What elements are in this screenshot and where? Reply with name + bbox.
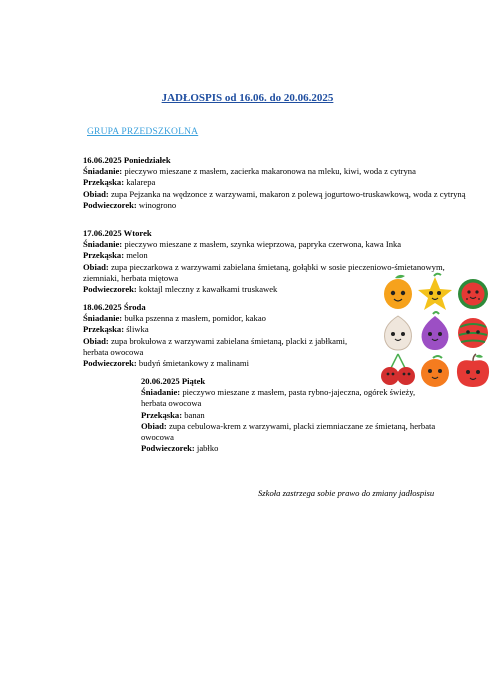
day-monday (83, 155, 473, 211)
lunch-line (83, 336, 373, 358)
snack-label: Przekąska: (141, 409, 183, 420)
orange-icon (421, 356, 449, 387)
snack-line (83, 324, 373, 335)
snack-label: Przekąska: (83, 250, 125, 261)
afternoon-label: Podwieczorek: (141, 443, 195, 454)
breakfast-label: Śniadanie: (83, 313, 123, 324)
apple-icon (457, 354, 489, 387)
lunch-label: Obiad: (83, 188, 109, 199)
afternoon-label: Podwieczorek: (83, 284, 137, 295)
snack-text: śliwka (124, 324, 149, 335)
afternoon-text: winogrono (136, 199, 177, 210)
day-header: 17.06.2025 Wtorek (83, 228, 152, 238)
afternoon-line (83, 200, 473, 211)
snack-text: kalarepa (124, 177, 156, 188)
orange-icon (384, 275, 412, 309)
starfruit-icon (418, 274, 452, 310)
lunch-label: Obiad: (83, 335, 109, 346)
breakfast-text: pieczywo mieszane z masłem, szynka wieprzowa, papryka czerwona, kawa Inka (122, 239, 402, 250)
breakfast-label: Śniadanie: (141, 387, 181, 398)
breakfast-text: bułka pszenna z masłem, pomidor, kakao (122, 313, 266, 324)
snack-label: Przekąska: (83, 177, 125, 188)
lunch-label: Obiad: (141, 420, 167, 431)
lunch-line (83, 189, 473, 200)
snack-line (141, 410, 441, 421)
snack-text: melon (124, 250, 148, 261)
afternoon-text: jabłko (194, 443, 219, 454)
group-heading: GRUPA PRZEDSZKOLNA (87, 127, 199, 137)
lunch-text: zupa Pejzanka na wędzonce z warzywami, makaron z polewą jogurtowo-truskawkową, woda z cytryną (108, 188, 466, 199)
breakfast-label: Śniadanie: (83, 239, 123, 250)
watermelon-icon (458, 279, 488, 309)
garlic-icon (385, 316, 412, 350)
day-header: 20.06.2025 Piątek (141, 376, 206, 386)
lunch-text: zupa brokułowa z warzywami zabielana śmietaną, placki z jabłkami, herbata owocowa (83, 335, 348, 357)
afternoon-label: Podwieczorek: (83, 358, 137, 369)
lunch-text: zupa cebulowa-krem z warzywami, placki ziemniaczane ze śmietaną, herbata owocowa (141, 420, 436, 443)
afternoon-line (83, 358, 373, 369)
day-wednesday (83, 302, 373, 369)
snack-line (83, 250, 478, 261)
fig-icon (422, 312, 449, 350)
breakfast-text: pieczywo mieszane z masłem, zacierka makaronowa na mleku, kiwi, woda z cytryna (122, 166, 416, 177)
day-header: 18.06.2025 Środa (83, 302, 146, 312)
afternoon-text: budyń śmietankowy z malinami (136, 358, 249, 369)
breakfast-line (83, 313, 373, 324)
snack-line (83, 177, 473, 188)
lunch-text: zupa pieczarkowa z warzywami zabielana śmietaną, gołąbki w sosie pieczeniowo-śmietanowym, ziemniaki, herbata miętowa (83, 261, 445, 283)
snack-label: Przekąska: (83, 324, 125, 335)
disclaimer-note: Szkoła zastrzega sobie prawo do zmiany jadłospisu (258, 488, 435, 498)
breakfast-label: Śniadanie: (83, 166, 123, 177)
melon-icon (458, 318, 488, 348)
lunch-label: Obiad: (83, 261, 109, 272)
fruit-characters-illustration (378, 272, 493, 392)
day-header: 16.06.2025 Poniedziałek (83, 155, 171, 165)
lunch-line (141, 421, 441, 443)
afternoon-line (141, 443, 441, 454)
snack-text: banan (182, 409, 205, 420)
breakfast-text: pieczywo mieszane z masłem, pasta rybno-jajeczna, ogórek świeży, herbata owocowa (141, 387, 416, 409)
afternoon-label: Podwieczorek: (83, 199, 137, 210)
afternoon-text: koktajl mleczny z kawałkami truskawek (136, 284, 278, 295)
cherries-icon (381, 354, 415, 385)
breakfast-line (83, 239, 478, 250)
page-title: JADŁOSPIS od 16.06. do 20.06.2025 (161, 92, 334, 104)
breakfast-line (83, 166, 473, 177)
